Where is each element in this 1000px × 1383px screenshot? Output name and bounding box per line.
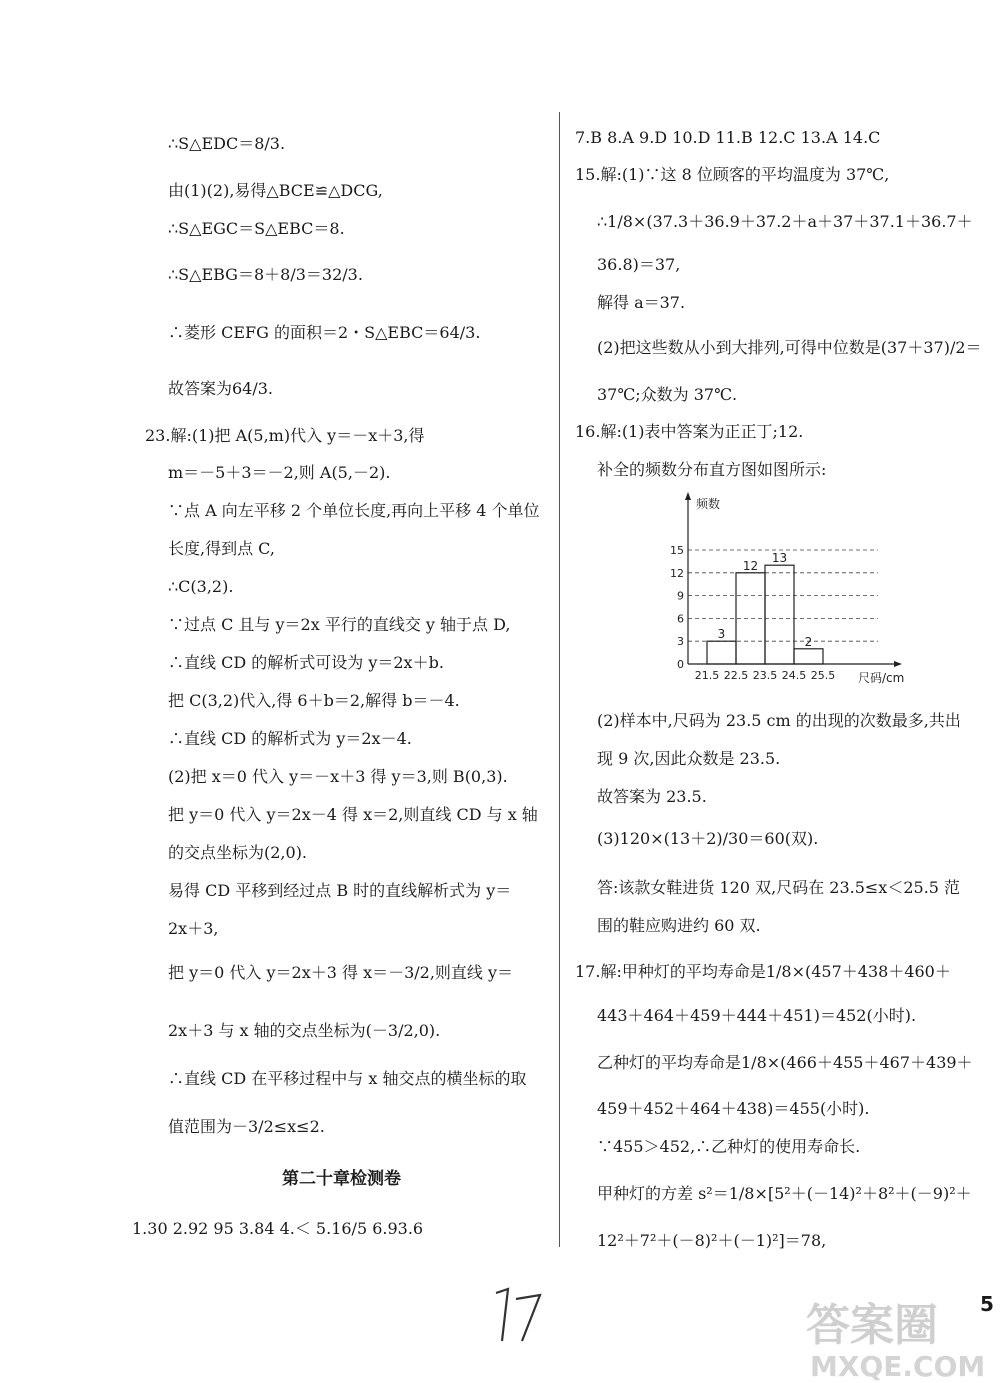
text-line: ∴直线 CD 的解析式为 y＝2x－4. bbox=[168, 729, 412, 748]
text-line: (2)样本中,尺码为 23.5 cm 的出现的次数最多,共出 bbox=[597, 711, 961, 730]
text-line: 长度,得到点 C, bbox=[168, 539, 275, 558]
page-number: 5 bbox=[980, 1292, 994, 1316]
text-line: 易得 CD 平移到经过点 B 时的直线解析式为 y＝ bbox=[168, 881, 512, 900]
text-line: 甲种灯的方差 s²＝1/8×[5²＋(－14)²＋8²＋(－9)²＋ bbox=[597, 1184, 972, 1203]
column-divider bbox=[559, 112, 560, 1247]
text-line: 17.解:甲种灯的平均寿命是1/8×(457＋438＋460＋ bbox=[575, 962, 951, 981]
section-title: 第二十章检测卷 bbox=[282, 1169, 401, 1189]
bar-value-label: 13 bbox=[771, 551, 788, 566]
text-line: 围的鞋应购进约 60 双. bbox=[597, 916, 761, 935]
text-line: 2x＋3 与 x 轴的交点坐标为(－3/2,0). bbox=[168, 1021, 441, 1040]
text-line: 答:该款女鞋进货 120 双,尺码在 23.5≤x＜25.5 范 bbox=[597, 878, 961, 897]
y-axis-arrow bbox=[685, 492, 691, 500]
x-axis-arrow bbox=[894, 661, 902, 667]
frequency-histogram bbox=[668, 488, 928, 692]
watermark-logo bbox=[800, 1290, 1000, 1383]
text-line: 补全的频数分布直方图如图所示: bbox=[597, 460, 827, 479]
text-line: (3)120×(13＋2)/30＝60(双). bbox=[597, 829, 819, 848]
text-line: ∴S△EGC＝S△EBC＝8. bbox=[168, 219, 345, 238]
handwritten-note bbox=[488, 1285, 548, 1345]
bar-value-label: 12 bbox=[742, 558, 759, 573]
x-tick-label: 23.5 bbox=[752, 669, 778, 682]
text-line: 把 y＝0 代入 y＝2x＋3 得 x＝－3/2,则直线 y＝ bbox=[168, 963, 514, 982]
text-line: ∵455＞452,∴乙种灯的使用寿命长. bbox=[597, 1137, 861, 1156]
text-line: 15.解:(1)∵这 8 位顾客的平均温度为 37℃, bbox=[575, 165, 890, 184]
text-line: 故答案为 23.5. bbox=[597, 787, 707, 806]
text-line: 解得 a＝37. bbox=[597, 293, 686, 312]
text-line: 故答案为64/3. bbox=[168, 379, 274, 398]
x-tick-label: 22.5 bbox=[723, 669, 749, 682]
text-line: 把 C(3,2)代入,得 6＋b＝2,解得 b＝－4. bbox=[168, 691, 460, 710]
text-line: 459＋452＋464＋438)＝455(小时). bbox=[597, 1099, 870, 1118]
text-line: 7.B 8.A 9.D 10.D 11.B 12.C 13.A 14.C bbox=[575, 128, 881, 147]
text-line: 现 9 次,因此众数是 23.5. bbox=[597, 749, 781, 768]
text-line: ∴菱形 CEFG 的面积＝2・S△EBC＝64/3. bbox=[168, 323, 481, 342]
svg-text:MXQE.COM: MXQE.COM bbox=[810, 1350, 986, 1383]
histogram-bar bbox=[794, 649, 823, 664]
histogram-svg bbox=[668, 488, 928, 688]
svg-text:答案圈: 答案圈 bbox=[806, 1300, 938, 1351]
text-line: 乙种灯的平均寿命是1/8×(466＋455＋467＋439＋ bbox=[597, 1053, 973, 1072]
text-line: 16.解:(1)表中答案为正正丁;12. bbox=[575, 422, 804, 441]
text-line: (2)把这些数从小到大排列,可得中位数是(37＋37)/2＝ bbox=[597, 338, 982, 357]
text-line: ∵过点 C 且与 y＝2x 平行的直线交 y 轴于点 D, bbox=[168, 615, 511, 634]
text-line: m＝－5＋3＝－2,则 A(5,－2). bbox=[168, 463, 391, 482]
bar-value-label: 3 bbox=[717, 627, 726, 642]
x-tick-label: 21.5 bbox=[694, 669, 720, 682]
y-tick-label: 3 bbox=[677, 635, 684, 649]
text-line: 12²＋7²＋(－8)²＋(－1)²]＝78, bbox=[597, 1231, 827, 1250]
text-line: (2)把 x＝0 代入 y＝－x＋3 得 y＝3,则 B(0,3). bbox=[168, 767, 508, 786]
text-line: 把 y＝0 代入 y＝2x－4 得 x＝2,则直线 CD 与 x 轴 bbox=[168, 805, 538, 824]
text-line: ∴直线 CD 在平移过程中与 x 轴交点的横坐标的取 bbox=[168, 1069, 527, 1088]
text-line: ∴C(3,2). bbox=[168, 577, 234, 596]
text-line: ∴直线 CD 的解析式可设为 y＝2x＋b. bbox=[168, 653, 444, 672]
text-line: ∴S△EBG＝8＋8/3＝32/3. bbox=[168, 265, 363, 284]
y-tick-label: 6 bbox=[677, 612, 684, 626]
y-tick-label: 0 bbox=[677, 658, 684, 671]
y-axis-label: 频数 bbox=[696, 497, 721, 511]
text-line: 443＋464＋459＋444＋451)＝452(小时). bbox=[597, 1006, 917, 1025]
text-line: 由(1)(2),易得△BCE≌△DCG, bbox=[168, 181, 383, 200]
x-tick-label: 24.5 bbox=[781, 669, 807, 682]
text-line: ∵点 A 向左平移 2 个单位长度,再向上平移 4 个单位 bbox=[168, 501, 540, 520]
y-tick-label: 9 bbox=[677, 589, 684, 603]
y-tick-label: 15 bbox=[670, 544, 684, 557]
text-line: 的交点坐标为(2,0). bbox=[168, 843, 308, 862]
text-line: 2x＋3, bbox=[168, 919, 219, 938]
x-axis-label: 尺码/cm bbox=[858, 671, 905, 685]
histogram-bar bbox=[765, 565, 794, 664]
bar-value-label: 2 bbox=[804, 634, 813, 649]
x-tick-label: 25.5 bbox=[810, 669, 836, 682]
text-line: ∴1/8×(37.3＋36.9＋37.2＋a＋37＋37.1＋36.7＋ bbox=[597, 212, 973, 231]
text-line: 37℃;众数为 37℃. bbox=[597, 385, 738, 404]
text-line: 值范围为－3/2≤x≤2. bbox=[168, 1117, 325, 1136]
histogram-bar bbox=[707, 641, 736, 664]
answers-line: 1.30 2.92 95 3.84 4.＜ 5.16/5 6.93.6 bbox=[132, 1219, 424, 1238]
text-line: ∴S△EDC＝8/3. bbox=[168, 134, 286, 153]
y-tick-label: 12 bbox=[670, 566, 684, 580]
text-line: 23.解:(1)把 A(5,m)代入 y＝－x＋3,得 bbox=[145, 426, 425, 445]
text-line: 36.8)＝37, bbox=[597, 255, 681, 274]
